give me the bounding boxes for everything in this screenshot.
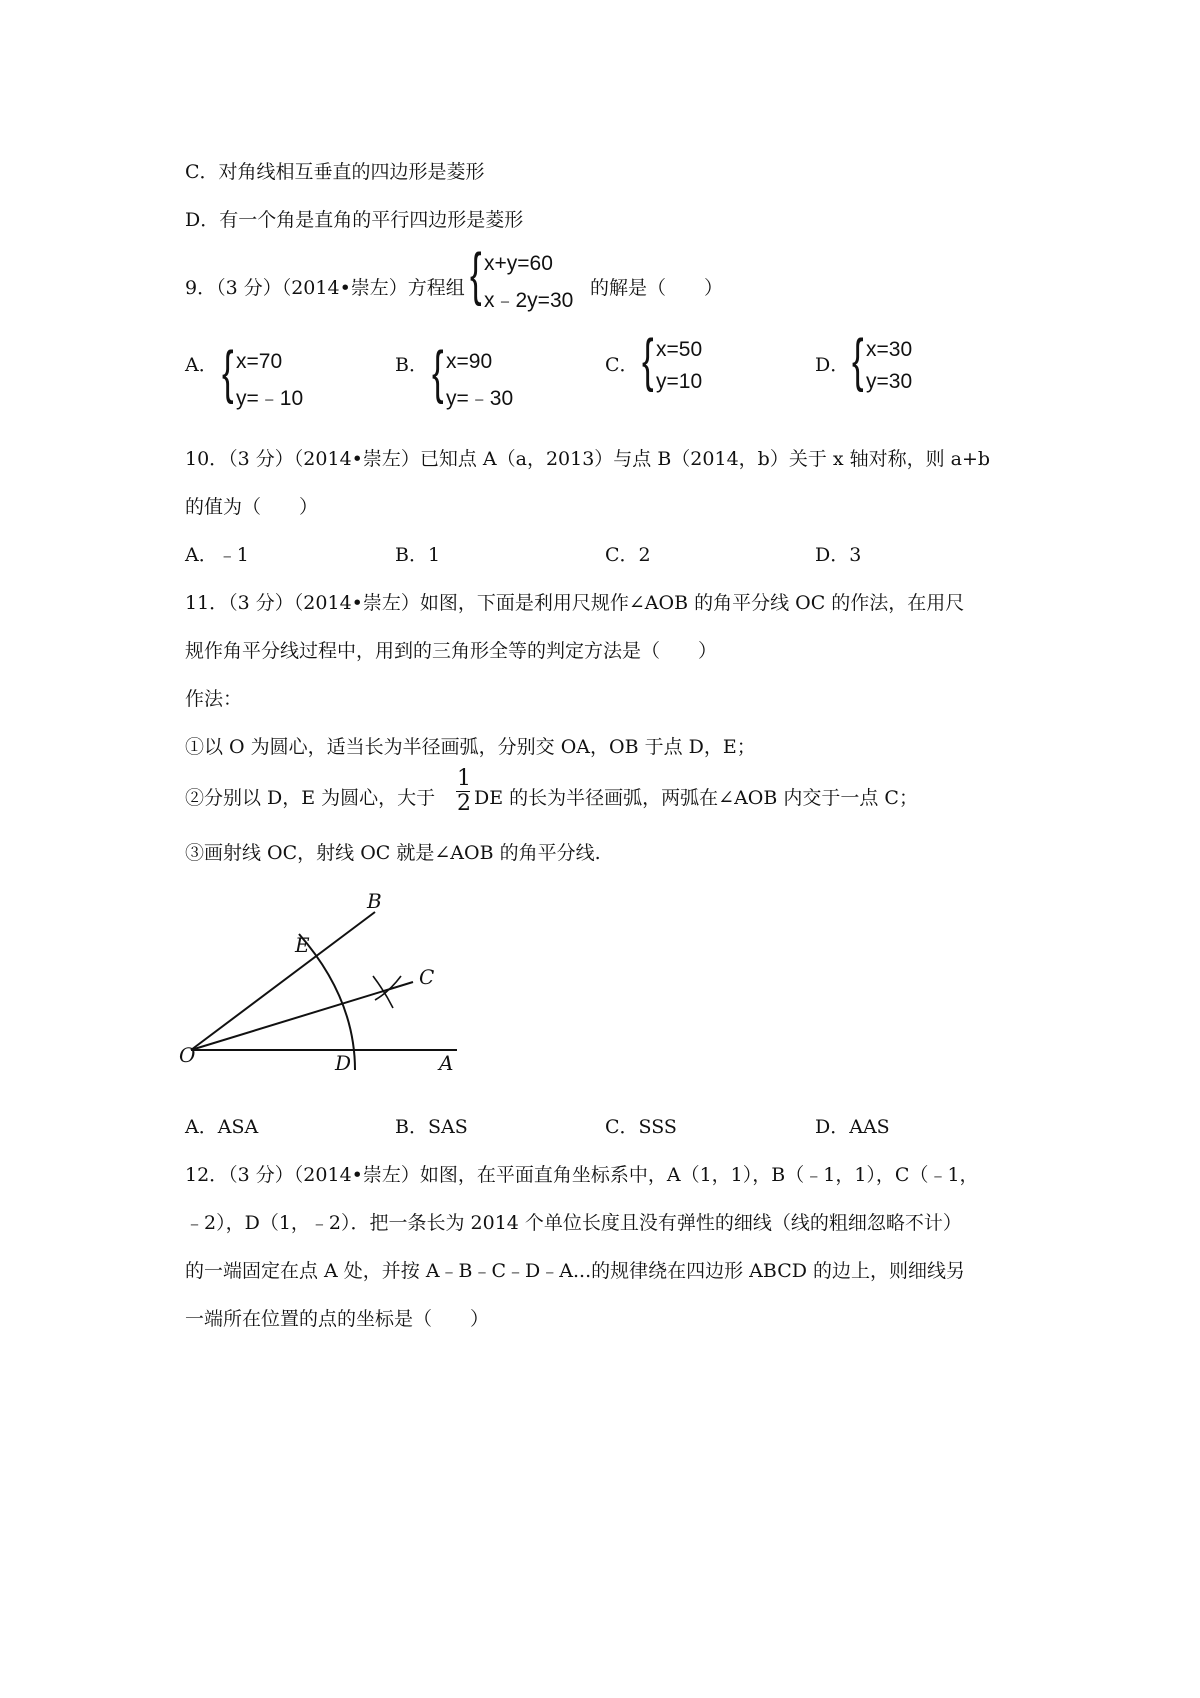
q9-system-eq1: x+y=60: [484, 252, 553, 275]
q10-option-b: B．1: [395, 544, 441, 566]
left-brace-icon: {: [852, 328, 864, 393]
q11-method-heading: 作法：: [185, 688, 243, 710]
fraction-denominator: 2: [457, 791, 471, 816]
angle-bisector-figure: [175, 880, 475, 1080]
q9-system-eq2: x﹣2y=30: [484, 289, 574, 312]
label-d: D: [335, 1051, 352, 1075]
left-brace-icon: {: [470, 242, 482, 307]
q11-stem-line2: 规作角平分线过程中，用到的三角形全等的判定方法是（ ）: [185, 640, 718, 662]
label-o: O: [179, 1043, 196, 1067]
q12-stem-line2: ﹣2），D（1，﹣2）．把一条长为 2014 个单位长度且没有弹性的细线（线的粗细忽略不计）: [185, 1212, 962, 1234]
q11-step2-suffix: DE 的长为半径画弧，两弧在∠AOB 内交于一点 C；: [474, 787, 918, 809]
q10-option-d: D．3: [815, 544, 862, 566]
fraction-numerator: 1: [457, 766, 471, 791]
left-brace-icon: {: [222, 340, 234, 405]
q10-stem-line1: 10．（3 分）（2014•崇左）已知点 A（a，2013）与点 B（2014，b）关于 x 轴对称，则 a+b: [185, 448, 991, 470]
q11-step3: ③画射线 OC，射线 OC 就是∠AOB 的角平分线.: [185, 842, 601, 864]
ray-oc: [191, 982, 413, 1050]
q12-stem-line4: 一端所在位置的点的坐标是（ ）: [185, 1308, 490, 1330]
label-e: E: [295, 933, 310, 957]
q8-option-c: C．对角线相互垂直的四边形是菱形: [185, 161, 485, 183]
left-brace-icon: {: [432, 340, 444, 405]
q9-option-b-eq2: y=﹣30: [446, 387, 514, 410]
q11-option-b: B．SAS: [395, 1116, 468, 1138]
arc-c-2: [375, 976, 401, 1000]
q9-option-c-letter: C．: [605, 354, 639, 376]
ray-ob: [191, 912, 375, 1050]
q9-option-d-letter: D．: [815, 354, 850, 376]
q9-option-d-eq1: x=30: [866, 338, 913, 361]
q11-option-a: A．ASA: [185, 1116, 259, 1138]
q9-stem-prefix: 9．（3 分）（2014•崇左）方程组: [185, 277, 465, 299]
left-brace-icon: {: [642, 328, 654, 393]
q12-stem-line1: 12．（3 分）（2014•崇左）如图，在平面直角坐标系中，A（1，1），B（﹣1，1），C（﹣1，: [185, 1164, 979, 1186]
q9-option-c-eq1: x=50: [656, 338, 703, 361]
q11-option-c: C．SSS: [605, 1116, 677, 1138]
q9-option-c-eq2: y=10: [656, 370, 703, 393]
q10-stem-line2: 的值为（ ）: [185, 496, 319, 518]
q9-option-b-eq1: x=90: [446, 350, 493, 373]
q9-option-d-eq2: y=30: [866, 370, 913, 393]
q9-option-b-letter: B．: [395, 354, 428, 376]
q10-option-a: A．﹣1: [185, 544, 249, 566]
label-a: A: [439, 1051, 454, 1075]
label-b: B: [367, 889, 382, 913]
q9-stem-suffix: 的解是（ ）: [590, 277, 724, 299]
q11-option-d: D．AAS: [815, 1116, 890, 1138]
q11-fraction-half: [456, 768, 472, 815]
q10-option-c: C．2: [605, 544, 651, 566]
q8-option-d: D．有一个角是直角的平行四边形是菱形: [185, 209, 524, 231]
q9-option-a-eq2: y=﹣10: [236, 387, 304, 410]
q11-step2-prefix: ②分别以 D，E 为圆心，大于: [185, 787, 436, 809]
q11-step1: ①以 O 为圆心，适当长为半径画弧，分别交 OA，OB 于点 D，E；: [185, 736, 756, 758]
q11-stem-line1: 11．（3 分）（2014•崇左）如图，下面是利用尺规作∠AOB 的角平分线 OC 的作法，在用尺: [185, 592, 965, 614]
q9-option-a-eq1: x=70: [236, 350, 283, 373]
q9-option-a-letter: A．: [185, 354, 218, 376]
label-c: C: [419, 965, 435, 989]
q12-stem-line3: 的一端固定在点 A 处，并按 A﹣B﹣C﹣D﹣A...的规律绕在四边形 ABCD 的边上，则细线另: [185, 1260, 966, 1282]
